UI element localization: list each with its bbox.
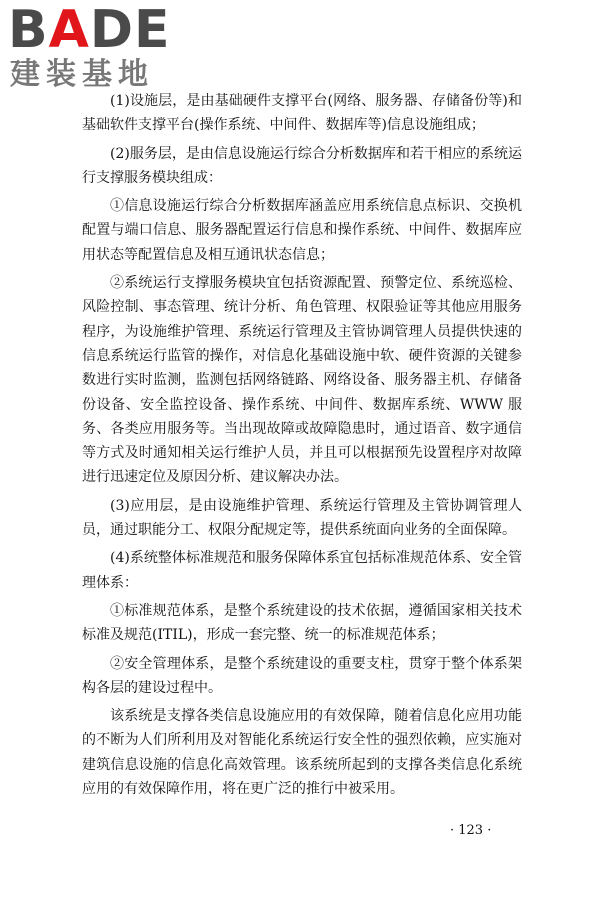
paragraph-service-layer: (2)服务层，是由信息设施运行综合分析数据库和若干相应的系统运行支撑服务模块组成： [82,145,522,186]
paragraph-analysis-database: ①信息设施运行综合分析数据库涵盖应用系统信息点标识、交换机配置与端口信息、服务器配置运行信息和操作系统、中间件、数据库应用状态等配置信息及相互通讯状态信息； [82,198,522,263]
watermark-logo [8,2,178,94]
page-number: · 123 · [450,823,492,838]
paragraph-standards-system: (4)系统整体标准规范和服务保障体系宜包括标准规范体系、安全管理体系： [82,550,522,591]
paragraph-summary: 该系统是支撑各类信息设施应用的有效保障，随着信息化应用功能的不断为人们所利用及对智能化系统运行安全性的强烈依赖，应实施对建筑信息设施的信息化高效管理。该系统所起到的支撑各类信息化系统应用的有效保障作用，将在更广泛的推行中被采用。 [82,708,522,798]
paragraph-application-layer: (3)应用层，是由设施维护管理、系统运行管理及主管协调管理人员，通过职能分工、权限分配规定等，提供系统面向业务的全面保障。 [82,497,522,539]
paragraph-standard-spec: ①标准规范体系，是整个系统建设的技术依据，遵循国家相关技术标准及规范(ITIL)，形成一套完整、统一的标准规范体系； [82,602,522,644]
paragraph-support-modules: ②系统运行支撑服务模块宜包括资源配置、预警定位、系统巡检、风险控制、事态管理、统计分析、角色管理、权限验证等其他应用服务程序，为设施维护管理、系统运行管理及主管协调管理人员提供快速的信息系统运行监管的操作，对信息化基础设施中软、硬件资源的关键参数进行实时监测，监测包括网络链路、网络设备、服务器主机、存储备份设备、安全监控设备、操作系统、中间件、数据库系统、WWW 服务、各类应用服务等。当出现故障或故障隐患时，通过语音、数字通信等方式及时通知相关运行维护人员，并且可以根据预先设置程序对故障进行迅速定位及原因分析、建议解决办法。 [82,275,522,486]
paragraph-security-management: ②安全管理体系，是整个系统建设的重要支柱，贯穿于整个体系架构各层的建设过程中。 [82,655,522,696]
watermark-latin-text: BADE [8,0,171,60]
page-body [82,89,522,805]
paragraph-facility-layer: (1)设施层，是由基础硬件支撑平台(网络、服务器、存储备份等)和基础软件支撑平台(操作系统、中间件、数据库等)信息设施组成； [82,93,522,134]
watermark-cjk-text: 建装基地 [10,57,154,92]
